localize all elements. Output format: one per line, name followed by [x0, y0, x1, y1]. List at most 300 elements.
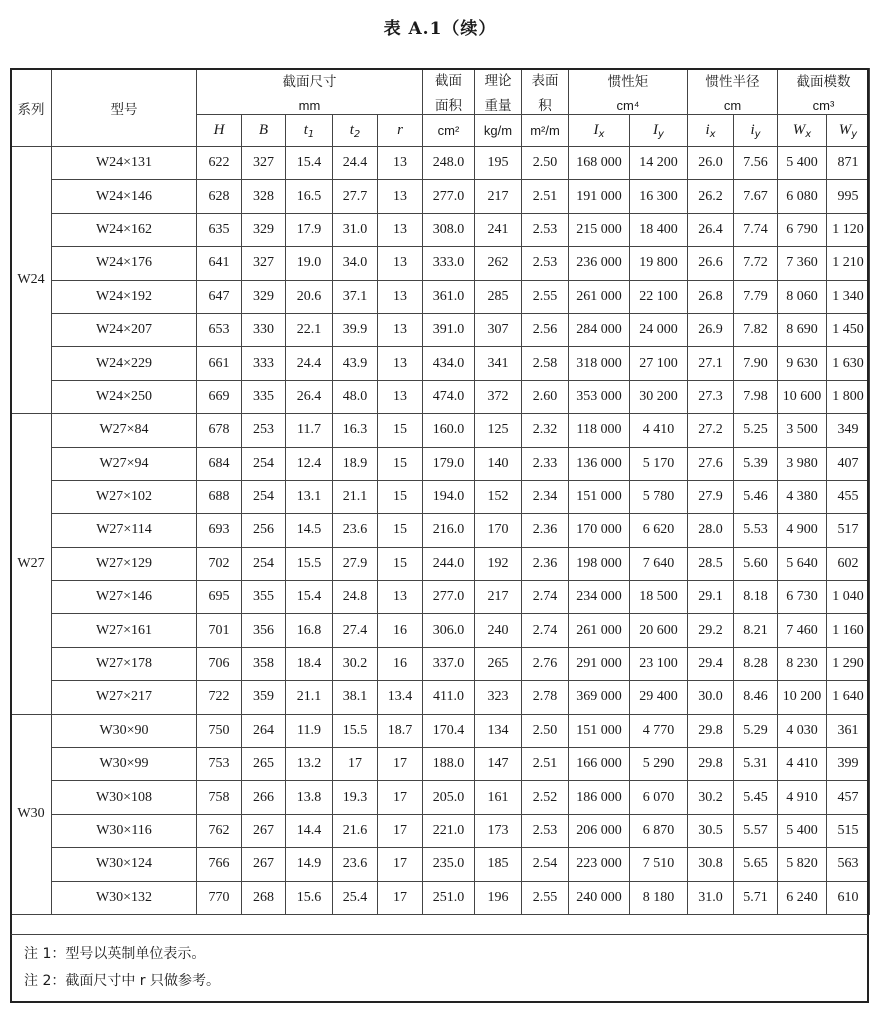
value-cell: 15.6: [286, 881, 333, 914]
value-cell: 995: [827, 180, 870, 213]
value-cell: 5 170: [630, 447, 688, 480]
value-cell: 5 820: [778, 848, 827, 881]
value-cell: 267: [242, 814, 286, 847]
value-cell: 4 380: [778, 480, 827, 513]
value-cell: 125: [475, 414, 522, 447]
value-cell: 194.0: [423, 480, 475, 513]
value-cell: 411.0: [423, 681, 475, 714]
value-cell: 13: [378, 180, 423, 213]
value-cell: 2.50: [522, 147, 569, 180]
value-cell: 2.56: [522, 313, 569, 346]
value-cell: 722: [197, 681, 242, 714]
value-cell: 16.8: [286, 614, 333, 647]
value-cell: 26.0: [688, 147, 734, 180]
section-size-label: 截面尺寸: [282, 74, 337, 90]
value-cell: 251.0: [423, 881, 475, 914]
value-cell: 160.0: [423, 414, 475, 447]
value-cell: 13.2: [286, 748, 333, 781]
model-cell: W27×178: [52, 647, 197, 680]
value-cell: 6 620: [630, 514, 688, 547]
value-cell: 24.8: [333, 581, 378, 614]
value-cell: 27.4: [333, 614, 378, 647]
inertia-label: 惯性矩: [607, 74, 649, 90]
value-cell: 766: [197, 848, 242, 881]
value-cell: 30 200: [630, 380, 688, 413]
value-cell: 27.9: [333, 547, 378, 580]
value-cell: 359: [242, 681, 286, 714]
value-cell: 13.4: [378, 681, 423, 714]
value-cell: 23 100: [630, 647, 688, 680]
wy-header: $W_y$: [827, 115, 870, 147]
value-cell: 5.71: [734, 881, 778, 914]
value-cell: 30.8: [688, 848, 734, 881]
value-cell: 18.7: [378, 714, 423, 747]
value-cell: 349: [827, 414, 870, 447]
t2-header: $t_2$: [333, 115, 378, 147]
model-cell: W27×217: [52, 681, 197, 714]
value-cell: 254: [242, 547, 286, 580]
value-cell: 235.0: [423, 848, 475, 881]
value-cell: 647: [197, 280, 242, 313]
value-cell: 6 080: [778, 180, 827, 213]
value-cell: 15.4: [286, 581, 333, 614]
value-cell: 8 180: [630, 881, 688, 914]
value-cell: 15: [378, 514, 423, 547]
value-cell: 30.2: [333, 647, 378, 680]
value-cell: 762: [197, 814, 242, 847]
value-cell: 356: [242, 614, 286, 647]
surface-label-2: 积: [538, 98, 552, 114]
wx-header: $W_x$: [778, 115, 827, 147]
value-cell: 15.4: [286, 147, 333, 180]
value-cell: 13: [378, 147, 423, 180]
value-cell: 7.90: [734, 347, 778, 380]
model-cell: W24×250: [52, 380, 197, 413]
value-cell: 399: [827, 748, 870, 781]
value-cell: 198 000: [569, 547, 630, 580]
value-cell: 361.0: [423, 280, 475, 313]
value-cell: 369 000: [569, 681, 630, 714]
value-cell: 4 900: [778, 514, 827, 547]
value-cell: 17: [378, 748, 423, 781]
surface-unit: m²/m: [522, 115, 569, 147]
value-cell: 3 980: [778, 447, 827, 480]
value-cell: 256: [242, 514, 286, 547]
value-cell: 457: [827, 781, 870, 814]
value-cell: 328: [242, 180, 286, 213]
value-cell: 13.8: [286, 781, 333, 814]
model-cell: W24×229: [52, 347, 197, 380]
value-cell: 4 770: [630, 714, 688, 747]
modulus-unit: cm³: [812, 98, 835, 113]
value-cell: 18.9: [333, 447, 378, 480]
value-cell: 118 000: [569, 414, 630, 447]
value-cell: 391.0: [423, 313, 475, 346]
value-cell: 2.55: [522, 280, 569, 313]
value-cell: 5.57: [734, 814, 778, 847]
value-cell: 26.2: [688, 180, 734, 213]
value-cell: 750: [197, 714, 242, 747]
value-cell: 13: [378, 213, 423, 246]
value-cell: 266: [242, 781, 286, 814]
value-cell: 195: [475, 147, 522, 180]
value-cell: 871: [827, 147, 870, 180]
value-cell: 248.0: [423, 147, 475, 180]
value-cell: 18.4: [286, 647, 333, 680]
value-cell: 38.1: [333, 681, 378, 714]
value-cell: 335: [242, 380, 286, 413]
value-cell: 2.36: [522, 547, 569, 580]
value-cell: 6 070: [630, 781, 688, 814]
value-cell: 43.9: [333, 347, 378, 380]
value-cell: 8 690: [778, 313, 827, 346]
value-cell: 16: [378, 614, 423, 647]
value-cell: 244.0: [423, 547, 475, 580]
value-cell: 678: [197, 414, 242, 447]
value-cell: 223 000: [569, 848, 630, 881]
surface-label-1: 表面: [531, 73, 559, 89]
value-cell: 23.6: [333, 514, 378, 547]
value-cell: 1 290: [827, 647, 870, 680]
t1-header: $t_1$: [286, 115, 333, 147]
value-cell: 7.98: [734, 380, 778, 413]
value-cell: 635: [197, 213, 242, 246]
value-cell: 16.5: [286, 180, 333, 213]
value-cell: 27.9: [688, 480, 734, 513]
value-cell: 372: [475, 380, 522, 413]
value-cell: 13: [378, 313, 423, 346]
value-cell: 170: [475, 514, 522, 547]
model-header: 型号: [52, 69, 197, 147]
value-cell: 5.45: [734, 781, 778, 814]
value-cell: 13: [378, 581, 423, 614]
value-cell: 10 200: [778, 681, 827, 714]
value-cell: 341: [475, 347, 522, 380]
value-cell: 1 120: [827, 213, 870, 246]
value-cell: 5.39: [734, 447, 778, 480]
value-cell: 684: [197, 447, 242, 480]
value-cell: 13: [378, 347, 423, 380]
value-cell: 30.2: [688, 781, 734, 814]
value-cell: 515: [827, 814, 870, 847]
value-cell: 206 000: [569, 814, 630, 847]
value-cell: 14.5: [286, 514, 333, 547]
model-cell: W24×146: [52, 180, 197, 213]
series-cell: W24: [11, 147, 52, 414]
value-cell: 26.6: [688, 247, 734, 280]
value-cell: 329: [242, 280, 286, 313]
value-cell: 7.67: [734, 180, 778, 213]
value-cell: 517: [827, 514, 870, 547]
area-label-1: 截面: [435, 73, 462, 89]
series-cell: W30: [11, 714, 52, 914]
value-cell: 661: [197, 347, 242, 380]
model-cell: W27×114: [52, 514, 197, 547]
value-cell: 9 630: [778, 347, 827, 380]
weight-label-2: 重量: [484, 98, 512, 114]
modulus-label: 截面模数: [796, 74, 851, 90]
value-cell: 253: [242, 414, 286, 447]
value-cell: 241: [475, 213, 522, 246]
value-cell: 2.78: [522, 681, 569, 714]
value-cell: 333: [242, 347, 286, 380]
h-header: H: [197, 115, 242, 147]
value-cell: 5 290: [630, 748, 688, 781]
value-cell: 26.9: [688, 313, 734, 346]
value-cell: 236 000: [569, 247, 630, 280]
value-cell: 355: [242, 581, 286, 614]
value-cell: 152: [475, 480, 522, 513]
value-cell: 285: [475, 280, 522, 313]
value-cell: 7 640: [630, 547, 688, 580]
value-cell: 330: [242, 313, 286, 346]
value-cell: 134: [475, 714, 522, 747]
b-header: B: [242, 115, 286, 147]
value-cell: 5.60: [734, 547, 778, 580]
value-cell: 140: [475, 447, 522, 480]
value-cell: 261 000: [569, 614, 630, 647]
model-cell: W27×161: [52, 614, 197, 647]
value-cell: 2.52: [522, 781, 569, 814]
value-cell: 26.8: [688, 280, 734, 313]
value-cell: 161: [475, 781, 522, 814]
value-cell: 2.74: [522, 581, 569, 614]
value-cell: 17: [378, 814, 423, 847]
value-cell: 2.60: [522, 380, 569, 413]
value-cell: 254: [242, 480, 286, 513]
value-cell: 136 000: [569, 447, 630, 480]
model-cell: W30×124: [52, 848, 197, 881]
value-cell: 1 340: [827, 280, 870, 313]
value-cell: 262: [475, 247, 522, 280]
value-cell: 151 000: [569, 480, 630, 513]
weight-unit: kg/m: [475, 115, 522, 147]
value-cell: 186 000: [569, 781, 630, 814]
model-cell: W24×207: [52, 313, 197, 346]
value-cell: 7.72: [734, 247, 778, 280]
value-cell: 29.1: [688, 581, 734, 614]
value-cell: 18 400: [630, 213, 688, 246]
value-cell: 27.3: [688, 380, 734, 413]
value-cell: 702: [197, 547, 242, 580]
value-cell: 5.53: [734, 514, 778, 547]
value-cell: 264: [242, 714, 286, 747]
value-cell: 2.32: [522, 414, 569, 447]
value-cell: 39.9: [333, 313, 378, 346]
iy-header: $I_y$: [630, 115, 688, 147]
value-cell: 2.34: [522, 480, 569, 513]
value-cell: 2.50: [522, 714, 569, 747]
model-cell: W30×99: [52, 748, 197, 781]
model-cell: W30×116: [52, 814, 197, 847]
value-cell: 337.0: [423, 647, 475, 680]
value-cell: 27 100: [630, 347, 688, 380]
value-cell: 8 060: [778, 280, 827, 313]
value-cell: 327: [242, 147, 286, 180]
r-header: r: [378, 115, 423, 147]
value-cell: 5 400: [778, 814, 827, 847]
value-cell: 8.46: [734, 681, 778, 714]
value-cell: 21.1: [333, 480, 378, 513]
value-cell: 19.0: [286, 247, 333, 280]
value-cell: 5 400: [778, 147, 827, 180]
value-cell: 563: [827, 848, 870, 881]
value-cell: 48.0: [333, 380, 378, 413]
value-cell: 307: [475, 313, 522, 346]
value-cell: 27.1: [688, 347, 734, 380]
value-cell: 13: [378, 247, 423, 280]
value-cell: 170.4: [423, 714, 475, 747]
value-cell: 29.8: [688, 714, 734, 747]
value-cell: 21.1: [286, 681, 333, 714]
value-cell: 308.0: [423, 213, 475, 246]
value-cell: 770: [197, 881, 242, 914]
model-cell: W24×162: [52, 213, 197, 246]
value-cell: 11.9: [286, 714, 333, 747]
table-frame: [10, 68, 869, 1003]
value-cell: 19.3: [333, 781, 378, 814]
value-cell: 196: [475, 881, 522, 914]
value-cell: 173: [475, 814, 522, 847]
value-cell: 261 000: [569, 280, 630, 313]
value-cell: 353 000: [569, 380, 630, 413]
value-cell: 4 410: [778, 748, 827, 781]
value-cell: 407: [827, 447, 870, 480]
table-title: 表 A.1（续）: [383, 19, 497, 39]
weight-label-1: 理论: [484, 73, 512, 89]
value-cell: 216.0: [423, 514, 475, 547]
value-cell: 170 000: [569, 514, 630, 547]
value-cell: 12.4: [286, 447, 333, 480]
value-cell: 26.4: [688, 213, 734, 246]
value-cell: 2.36: [522, 514, 569, 547]
value-cell: 5.65: [734, 848, 778, 881]
value-cell: 215 000: [569, 213, 630, 246]
model-cell: W27×84: [52, 414, 197, 447]
value-cell: 29.4: [688, 647, 734, 680]
value-cell: 23.6: [333, 848, 378, 881]
value-cell: 8.21: [734, 614, 778, 647]
value-cell: 1 630: [827, 347, 870, 380]
value-cell: 5.25: [734, 414, 778, 447]
value-cell: 15: [378, 447, 423, 480]
value-cell: 1 640: [827, 681, 870, 714]
area-unit: cm²: [423, 115, 475, 147]
notes: [10, 934, 869, 1003]
ix-header: $I_x$: [569, 115, 630, 147]
value-cell: 205.0: [423, 781, 475, 814]
value-cell: 15.5: [333, 714, 378, 747]
value-cell: 29.8: [688, 748, 734, 781]
model-cell: W27×146: [52, 581, 197, 614]
model-cell: W30×108: [52, 781, 197, 814]
value-cell: 25.4: [333, 881, 378, 914]
value-cell: 1 800: [827, 380, 870, 413]
value-cell: 2.55: [522, 881, 569, 914]
value-cell: 2.53: [522, 213, 569, 246]
value-cell: 5.31: [734, 748, 778, 781]
value-cell: 5 780: [630, 480, 688, 513]
value-cell: 701: [197, 614, 242, 647]
value-cell: 17: [378, 781, 423, 814]
value-cell: 267: [242, 848, 286, 881]
value-cell: 31.0: [688, 881, 734, 914]
value-cell: 16.3: [333, 414, 378, 447]
value-cell: 2.53: [522, 814, 569, 847]
model-cell: W30×132: [52, 881, 197, 914]
value-cell: 240 000: [569, 881, 630, 914]
value-cell: 19 800: [630, 247, 688, 280]
value-cell: 11.7: [286, 414, 333, 447]
model-cell: W24×192: [52, 280, 197, 313]
note-2: 注 2：截面尺寸中 r 只做参考。: [24, 973, 221, 989]
value-cell: 14 200: [630, 147, 688, 180]
value-cell: 151 000: [569, 714, 630, 747]
value-cell: 7 510: [630, 848, 688, 881]
value-cell: 4 030: [778, 714, 827, 747]
value-cell: 185: [475, 848, 522, 881]
value-cell: 1 450: [827, 313, 870, 346]
value-cell: 693: [197, 514, 242, 547]
value-cell: 26.4: [286, 380, 333, 413]
value-cell: 6 730: [778, 581, 827, 614]
value-cell: 641: [197, 247, 242, 280]
ry-header: $i_y$: [734, 115, 778, 147]
value-cell: 5 640: [778, 547, 827, 580]
value-cell: 168 000: [569, 147, 630, 180]
value-cell: 24 000: [630, 313, 688, 346]
value-cell: 327: [242, 247, 286, 280]
value-cell: 14.9: [286, 848, 333, 881]
value-cell: 7 460: [778, 614, 827, 647]
value-cell: 27.6: [688, 447, 734, 480]
value-cell: 22.1: [286, 313, 333, 346]
value-cell: 17: [378, 848, 423, 881]
value-cell: 2.74: [522, 614, 569, 647]
value-cell: 7.56: [734, 147, 778, 180]
value-cell: 13: [378, 380, 423, 413]
value-cell: 277.0: [423, 581, 475, 614]
value-cell: 13.1: [286, 480, 333, 513]
value-cell: 7 360: [778, 247, 827, 280]
value-cell: 284 000: [569, 313, 630, 346]
value-cell: 6 870: [630, 814, 688, 847]
value-cell: 455: [827, 480, 870, 513]
value-cell: 4 910: [778, 781, 827, 814]
value-cell: 5.46: [734, 480, 778, 513]
value-cell: 17: [378, 881, 423, 914]
value-cell: 28.5: [688, 547, 734, 580]
area-label-2: 面积: [435, 98, 462, 114]
value-cell: 653: [197, 313, 242, 346]
value-cell: 1 210: [827, 247, 870, 280]
value-cell: 4 410: [630, 414, 688, 447]
value-cell: 21.6: [333, 814, 378, 847]
series-cell: W27: [11, 414, 52, 715]
model-cell: W24×131: [52, 147, 197, 180]
value-cell: 753: [197, 748, 242, 781]
value-cell: 8.18: [734, 581, 778, 614]
radius-unit: cm: [723, 98, 742, 113]
value-cell: 333.0: [423, 247, 475, 280]
value-cell: 8 230: [778, 647, 827, 680]
note-1: 注 1：型号以英制单位表示。: [24, 946, 206, 962]
value-cell: 265: [242, 748, 286, 781]
series-header: 系列: [11, 69, 52, 147]
value-cell: 240: [475, 614, 522, 647]
value-cell: 24.4: [286, 347, 333, 380]
value-cell: 30.5: [688, 814, 734, 847]
